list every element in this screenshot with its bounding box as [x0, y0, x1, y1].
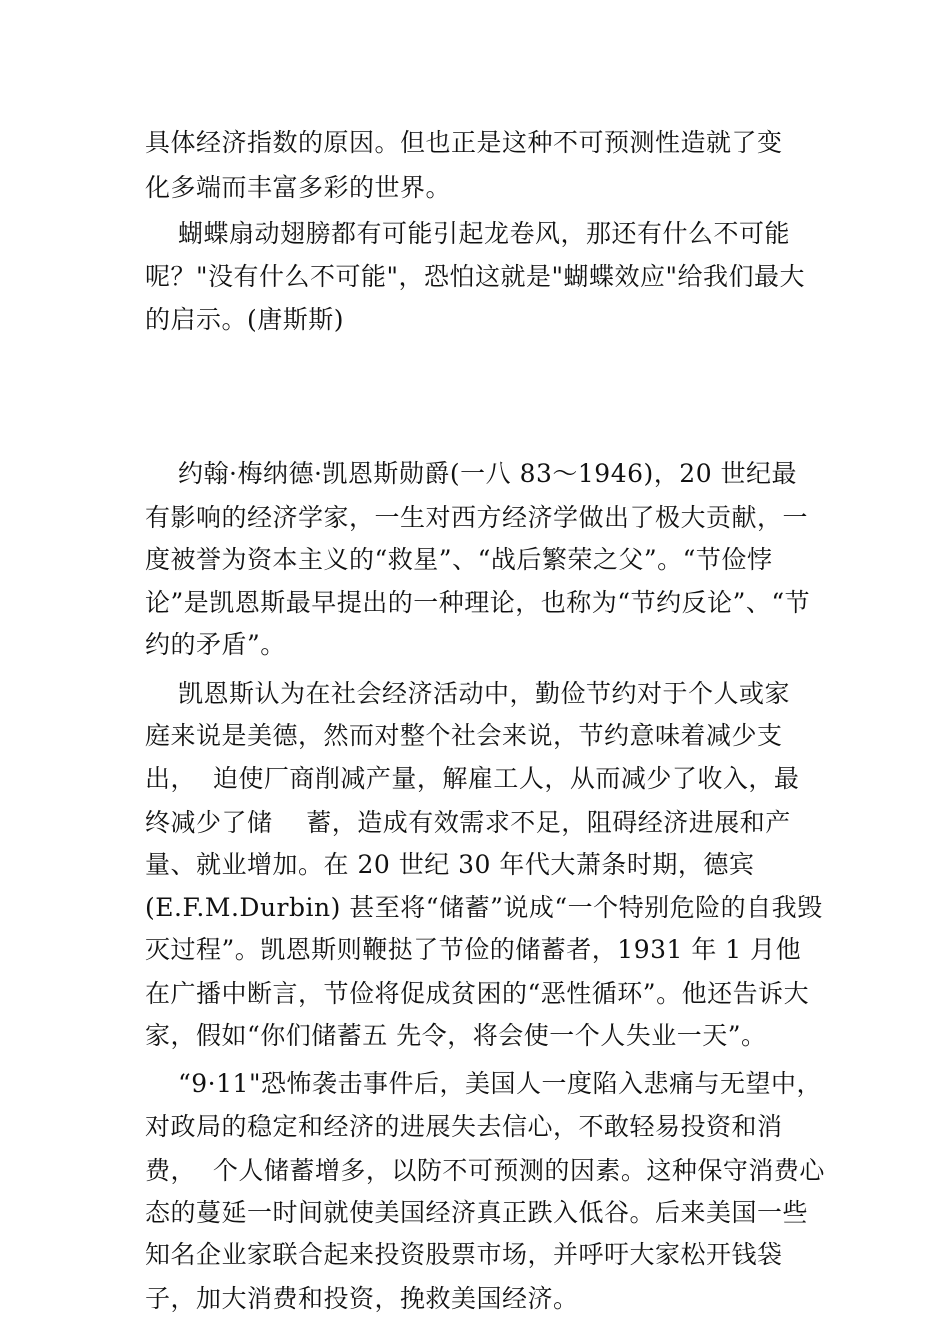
paragraph-line: 终减少了储 蓄，造成有效需求不足，阻碍经济进展和产 — [145, 808, 791, 837]
paragraph-line: 在广播中断言，节俭将促成贫困的“恶性循环”。他还告诉大 — [145, 979, 810, 1008]
paragraph-line: 知名企业家联合起来投资股票市场，并呼吁大家松开钱袋 — [145, 1240, 783, 1269]
paragraph-line: 约的矛盾”。 — [145, 630, 286, 659]
paragraph-line: 家，假如“你们储蓄五 先令，将会使一个人失业一天”。 — [145, 1021, 767, 1050]
paragraph-line: 约翰·梅纳德·凯恩斯勋爵(一八 83～1946)，20 世纪最 — [178, 459, 798, 488]
paragraph-line: 灭过程”。凯恩斯则鞭挞了节俭的储蓄者，1931 年 1 月他 — [145, 935, 802, 964]
paragraph-line: 费， 个人储蓄增多，以防不可预测的因素。这种保守消费心 — [145, 1156, 825, 1185]
paragraph-line: 化多端而丰富多彩的世界。 — [145, 173, 452, 202]
paragraph-line: 呢？"没有什么不可能"，恐怕这就是"蝴蝶效应"给我们最大 — [145, 262, 805, 291]
paragraph-line: 庭来说是美德，然而对整个社会来说，节约意味着减少支 — [145, 721, 783, 750]
paragraph-line: 论”是凯恩斯最早提出的一种理论，也称为“节约反论”、“节 — [145, 588, 811, 617]
paragraph-line: 出， 迫使厂商削减产量，解雇工人，从而减少了收入，最 — [145, 764, 800, 793]
paragraph-line: 对政局的稳定和经济的进展失去信心，不敢轻易投资和消 — [145, 1112, 783, 1141]
paragraph-line: (E.F.M.Durbin) 甚至将“储蓄”说成“一个特别危险的自我毁 — [145, 893, 823, 922]
paragraph-line: 有影响的经济学家，一生对西方经济学做出了极大贡献，一 — [145, 503, 809, 532]
paragraph-line: 蝴蝶扇动翅膀都有可能引起龙卷风，那还有什么不可能 — [178, 219, 791, 248]
paragraph-line: 态的蔓延一时间就使美国经济真正跌入低谷。后来美国一些 — [145, 1198, 809, 1227]
paragraph-line: 具体经济指数的原因。但也正是这种不可预测性造就了变 — [145, 128, 783, 157]
paragraph-line: 的启示。(唐斯斯) — [145, 305, 345, 334]
paragraph-line: 子，加大消费和投资，挽救美国经济。 — [145, 1284, 579, 1313]
paragraph-line: 凯恩斯认为在社会经济活动中，勤俭节约对于个人或家 — [178, 679, 791, 708]
paragraph-line: 度被誉为资本主义的“救星”、“战后繁荣之父”。“节俭悖 — [145, 545, 773, 574]
paragraph-line: 量、就业增加。在 20 世纪 30 年代大萧条时期，德宾 — [145, 850, 755, 879]
paragraph-line: “9·11"恐怖袭击事件后，美国人一度陷入悲痛与无望中， — [178, 1069, 822, 1098]
